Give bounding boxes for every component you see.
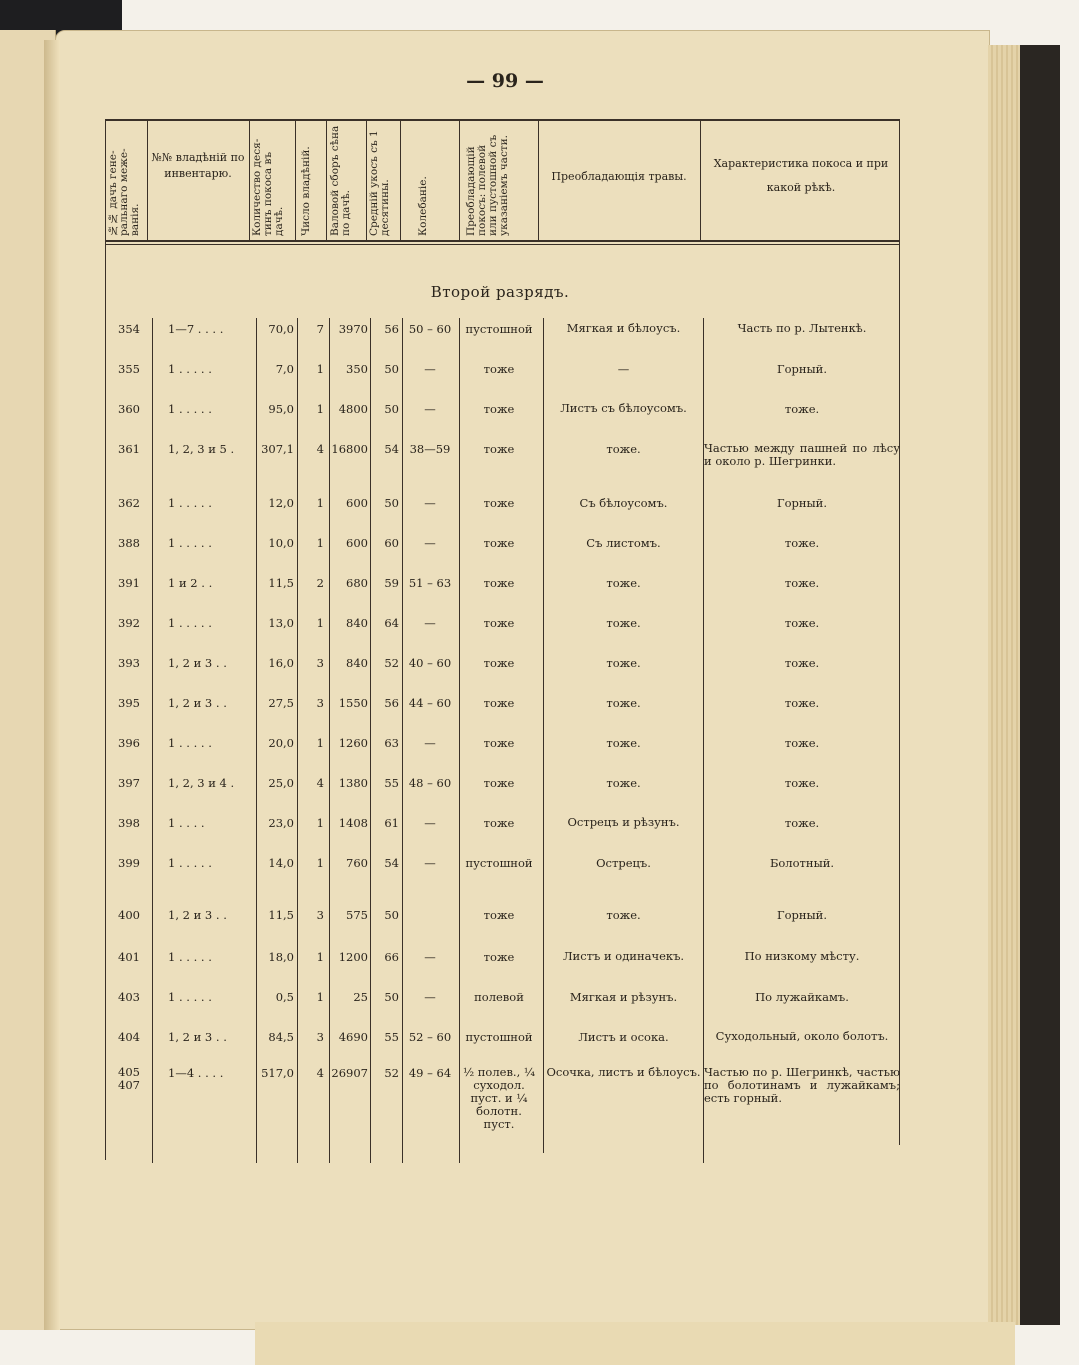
cell-holders: 1 [316, 856, 324, 870]
cell-kind: тоже [483, 442, 515, 456]
cell-char: Суходольный, около болотъ. [715, 1029, 889, 1043]
cell-grass: Мягкая и бѣлоусъ. [566, 321, 681, 335]
cell-area: 11,5 [268, 576, 294, 590]
cell-area: 20,0 [268, 736, 294, 750]
cell-area: 12,0 [268, 496, 294, 510]
cell-gross: 4690 [338, 1030, 368, 1044]
cell-grass: — [617, 362, 630, 376]
cell-holders: 1 [316, 736, 324, 750]
cell-grass: Острецъ. [596, 856, 651, 870]
cell-kind: тоже [483, 736, 515, 750]
cell-owners: 1 . . . . . [168, 990, 212, 1004]
cell-range: 50 – 60 [408, 322, 452, 336]
cell-area: 25,0 [268, 776, 294, 790]
cell-avg: 50 [384, 402, 399, 416]
col-sep [105, 120, 106, 1160]
col-sep [366, 120, 367, 241]
cell-owners: 1, 2 и 3 . . [168, 656, 227, 670]
cell-area: 84,5 [268, 1030, 294, 1044]
body-col-sep [297, 318, 298, 1163]
cell-avg: 52 [384, 656, 399, 670]
cell-char: тоже. [784, 816, 820, 830]
cell-avg: 52 [384, 1066, 399, 1080]
cell-char: По лужайкамъ. [755, 990, 849, 1004]
cell-id: 403 [118, 990, 140, 1004]
book-cover [1020, 45, 1060, 1325]
cell-id: 404 [118, 1030, 140, 1044]
cell-kind: тоже [483, 576, 515, 590]
cell-range: 51 – 63 [408, 576, 452, 590]
cell-kind: тоже [483, 616, 515, 630]
cell-char: тоже. [784, 616, 820, 630]
cell-grass: Мягкая и рѣзунъ. [569, 990, 678, 1004]
cell-gross: 1260 [338, 736, 368, 750]
page-number: — 99 — [466, 70, 544, 92]
cell-char: Горный. [776, 496, 828, 510]
cell-grass: тоже. [606, 616, 641, 630]
header-col2-text: №№ владѣній по инвентарю. [151, 151, 245, 180]
cell-kind: пустошной [465, 856, 533, 870]
header-col6: Средній укосъ съ 1 десятины. [368, 130, 391, 236]
cell-owners: 1, 2 и 3 . . [168, 1030, 227, 1044]
cell-range: 49 – 64 [408, 1066, 452, 1080]
cell-char: тоже. [784, 776, 820, 790]
cell-kind: тоже [483, 908, 515, 922]
cell-grass: Листъ съ бѣлоусомъ. [560, 401, 687, 415]
cell-grass: тоже. [606, 442, 641, 456]
cell-area: 16,0 [268, 656, 294, 670]
cell-area: 18,0 [268, 950, 294, 964]
col-sep [700, 120, 701, 241]
cell-char: Часть по р. Лытенкѣ. [737, 321, 867, 335]
cell-avg: 50 [384, 496, 399, 510]
cell-id: 362 [118, 496, 140, 510]
cell-area: 13,0 [268, 616, 294, 630]
header-col8: Преобладающій покосъ: полевой или пустошной съ указаніемъ части. [465, 134, 510, 236]
cell-area: 95,0 [268, 402, 294, 416]
header-col7: Колебаніе. [417, 176, 429, 236]
cell-char: Горный. [776, 362, 828, 376]
cell-holders: 1 [316, 990, 324, 1004]
cell-holders: 1 [316, 402, 324, 416]
cell-area: 23,0 [268, 816, 294, 830]
col-sep [147, 120, 148, 241]
cell-holders: 1 [316, 950, 324, 964]
cell-gross: 25 [353, 990, 368, 1004]
cell-gross: 4800 [338, 402, 368, 416]
cell-kind: тоже [483, 536, 515, 550]
cell-holders: 1 [316, 496, 324, 510]
header-top-rule [105, 119, 900, 121]
cell-range: — [424, 402, 436, 416]
cell-grass: тоже. [606, 656, 641, 670]
cell-holders: 1 [316, 816, 324, 830]
cell-avg: 61 [384, 816, 399, 830]
cell-grass: тоже. [606, 776, 641, 790]
cell-range: 48 – 60 [408, 776, 452, 790]
cell-holders: 3 [316, 696, 324, 710]
col-sep [295, 120, 296, 241]
header-col10-text: Характеристика покоса и при какой рѣкѣ. [713, 157, 889, 194]
cell-grass: тоже. [606, 576, 641, 590]
page-edges [988, 45, 1021, 1325]
cell-area: 70,0 [268, 322, 294, 336]
cell-id: 393 [118, 656, 140, 670]
cell-range: — [424, 990, 436, 1004]
cell-grass: Съ бѣлоусомъ. [579, 496, 668, 510]
cell-range: 38—59 [409, 442, 451, 456]
cell-id: 355 [118, 362, 140, 376]
header-col9: Преобладающія травы. [551, 170, 687, 183]
cell-holders: 4 [316, 442, 324, 456]
cell-kind: тоже [483, 656, 515, 670]
header-bottom-rule [105, 240, 900, 242]
cell-grass: Осочка, листъ и бѣлоусъ. [546, 1065, 701, 1079]
cell-owners: 1 и 2 . . [168, 576, 213, 590]
cell-holders: 4 [316, 1066, 324, 1080]
cell-owners: 1 . . . . . [168, 536, 212, 550]
cell-owners: 1 . . . . . [168, 362, 212, 376]
cell-id: 397 [118, 776, 140, 790]
cell-kind: пустошной [465, 1030, 533, 1044]
cell-char: Частью по р. Шегринкѣ, частью по болотинамъ и лужайкамъ; есть горный. [704, 1065, 900, 1105]
cell-holders: 1 [316, 616, 324, 630]
cell-owners: 1, 2, 3 и 5 . [168, 442, 235, 456]
cell-owners: 1, 2, 3 и 4 . [168, 776, 235, 790]
cell-grass: Съ листомъ. [586, 536, 661, 550]
cell-range: — [424, 816, 436, 830]
cell-avg: 50 [384, 362, 399, 376]
cell-char: Частью между пашней по лѣсу и около р. Шегринки. [704, 441, 900, 468]
cell-owners: 1 . . . . . [168, 402, 212, 416]
cell-avg: 64 [384, 616, 399, 630]
col-sep [326, 120, 327, 241]
cell-area: 11,5 [268, 908, 294, 922]
cell-kind: тоже [483, 816, 515, 830]
cell-owners: 1 . . . . . [168, 616, 212, 630]
cell-avg: 54 [384, 442, 399, 456]
cell-avg: 54 [384, 856, 399, 870]
cell-area: 0,5 [275, 990, 294, 1004]
col-sep [538, 120, 539, 241]
cell-id: 396 [118, 736, 140, 750]
header-col1: №№ дачъ гене-ральнаго меже-ванія. [107, 148, 141, 236]
cell-owners: 1 . . . . . [168, 736, 212, 750]
cell-avg: 56 [384, 696, 399, 710]
header-col5: Валовой сборъ сѣна по дачѣ. [329, 125, 352, 236]
cell-range: — [424, 496, 436, 510]
cell-grass: тоже. [606, 736, 641, 750]
section-title: Второй разрядъ. [430, 283, 570, 301]
spine-shadow [44, 40, 60, 1330]
cell-id: 360 [118, 402, 140, 416]
cell-owners: 1—7 . . . . [168, 322, 224, 336]
cell-gross: 26907 [331, 1066, 368, 1080]
cell-gross: 575 [346, 908, 368, 922]
cell-grass: тоже. [606, 696, 641, 710]
cell-char: тоже. [784, 736, 820, 750]
cell-holders: 4 [316, 776, 324, 790]
col-sep [400, 120, 401, 241]
cell-gross: 680 [346, 576, 368, 590]
body-col-sep [543, 318, 544, 1153]
cell-range: — [424, 536, 436, 550]
cell-char: тоже. [784, 696, 820, 710]
cell-gross: 3970 [338, 322, 368, 336]
cell-gross: 840 [346, 616, 368, 630]
col-sep [459, 120, 460, 241]
cell-owners: 1 . . . . . [168, 856, 212, 870]
cell-range: — [424, 856, 436, 870]
header-col10 [704, 152, 898, 200]
cell-id: 354 [118, 322, 140, 336]
cell-kind: тоже [483, 776, 515, 790]
cell-holders: 3 [316, 656, 324, 670]
cell-owners: 1, 2 и 3 . . [168, 696, 227, 710]
cell-owners: 1 . . . . [168, 816, 205, 830]
cell-gross: 840 [346, 656, 368, 670]
cell-kind: пустошной [465, 322, 533, 336]
cell-range: 44 – 60 [408, 696, 452, 710]
cell-kind: тоже [483, 950, 515, 964]
cell-holders: 3 [316, 1030, 324, 1044]
cell-avg: 66 [384, 950, 399, 964]
cell-area: 7,0 [275, 362, 294, 376]
cell-id: 400 [118, 908, 140, 922]
cell-char: тоже. [784, 536, 820, 550]
cell-holders: 2 [316, 576, 324, 590]
cell-kind: ½ полев., ¼ суходол. пуст. и ¼ болотн. пуст. [462, 1065, 536, 1131]
cell-char: Горный. [776, 908, 828, 922]
cell-avg: 56 [384, 322, 399, 336]
cell-grass: тоже. [606, 908, 641, 922]
cell-owners: 1, 2 и 3 . . [168, 908, 227, 922]
cell-holders: 7 [316, 322, 324, 336]
cell-owners: 1 . . . . . [168, 496, 212, 510]
cell-avg: 63 [384, 736, 399, 750]
cell-range: — [424, 362, 436, 376]
cell-holders: 1 [316, 362, 324, 376]
cell-gross: 600 [346, 536, 368, 550]
cell-id: 391 [118, 576, 140, 590]
cell-id: 361 [118, 442, 140, 456]
col-sep [249, 120, 250, 241]
cell-kind: тоже [483, 496, 515, 510]
cell-owners: 1—4 . . . . [168, 1066, 224, 1080]
cell-gross: 1200 [338, 950, 368, 964]
cell-grass: Листъ и одиначекъ. [562, 949, 685, 963]
header-col4: Число владѣній. [300, 146, 312, 236]
cell-range: — [424, 616, 436, 630]
cell-area: 10,0 [268, 536, 294, 550]
cell-gross: 600 [346, 496, 368, 510]
cell-grass: Острецъ и рѣзунъ. [567, 815, 680, 829]
cell-kind: полевой [474, 990, 524, 1004]
cell-area: 307,1 [261, 442, 294, 456]
cell-avg: 59 [384, 576, 399, 590]
cell-char: По низкому мѣсту. [744, 949, 860, 963]
cell-gross: 1550 [338, 696, 368, 710]
header-bottom-rule-2 [105, 244, 900, 245]
cell-gross: 16800 [331, 442, 368, 456]
cell-gross: 1380 [338, 776, 368, 790]
cell-id: 388 [118, 536, 140, 550]
header-col2 [150, 150, 246, 182]
bottom-page-edge [255, 1322, 1015, 1365]
cell-char: Болотный. [769, 856, 835, 870]
body-col-sep [152, 318, 153, 1163]
cell-id: 398 [118, 816, 140, 830]
cell-range: 40 – 60 [408, 656, 452, 670]
cell-avg: 50 [384, 990, 399, 1004]
header-col3: Количество деся-тинъ покоса въ дачѣ. [251, 138, 285, 236]
cell-range: — [424, 950, 436, 964]
cell-range: — [424, 736, 436, 750]
cell-kind: тоже [483, 696, 515, 710]
cell-id: 401 [118, 950, 140, 964]
cell-id: 405 407 [118, 1065, 140, 1092]
cell-holders: 1 [316, 536, 324, 550]
cell-char: тоже. [784, 402, 820, 416]
cell-kind: тоже [483, 402, 515, 416]
cell-holders: 3 [316, 908, 324, 922]
cell-char: тоже. [784, 656, 820, 670]
cell-kind: тоже [483, 362, 515, 376]
cell-avg: 55 [384, 1030, 399, 1044]
cell-gross: 760 [346, 856, 368, 870]
cell-id: 399 [118, 856, 140, 870]
cell-grass: Листъ и осока. [578, 1030, 669, 1044]
body-col-sep [370, 318, 371, 1163]
cell-range: 52 – 60 [408, 1030, 452, 1044]
cell-avg: 50 [384, 908, 399, 922]
cell-char: тоже. [784, 576, 820, 590]
cell-owners: 1 . . . . . [168, 950, 212, 964]
cell-area: 517,0 [261, 1066, 294, 1080]
cell-avg: 60 [384, 536, 399, 550]
cell-area: 14,0 [268, 856, 294, 870]
cell-id: 395 [118, 696, 140, 710]
cell-gross: 1408 [338, 816, 368, 830]
cell-id: 392 [118, 616, 140, 630]
cell-avg: 55 [384, 776, 399, 790]
cell-area: 27,5 [268, 696, 294, 710]
cell-gross: 350 [346, 362, 368, 376]
